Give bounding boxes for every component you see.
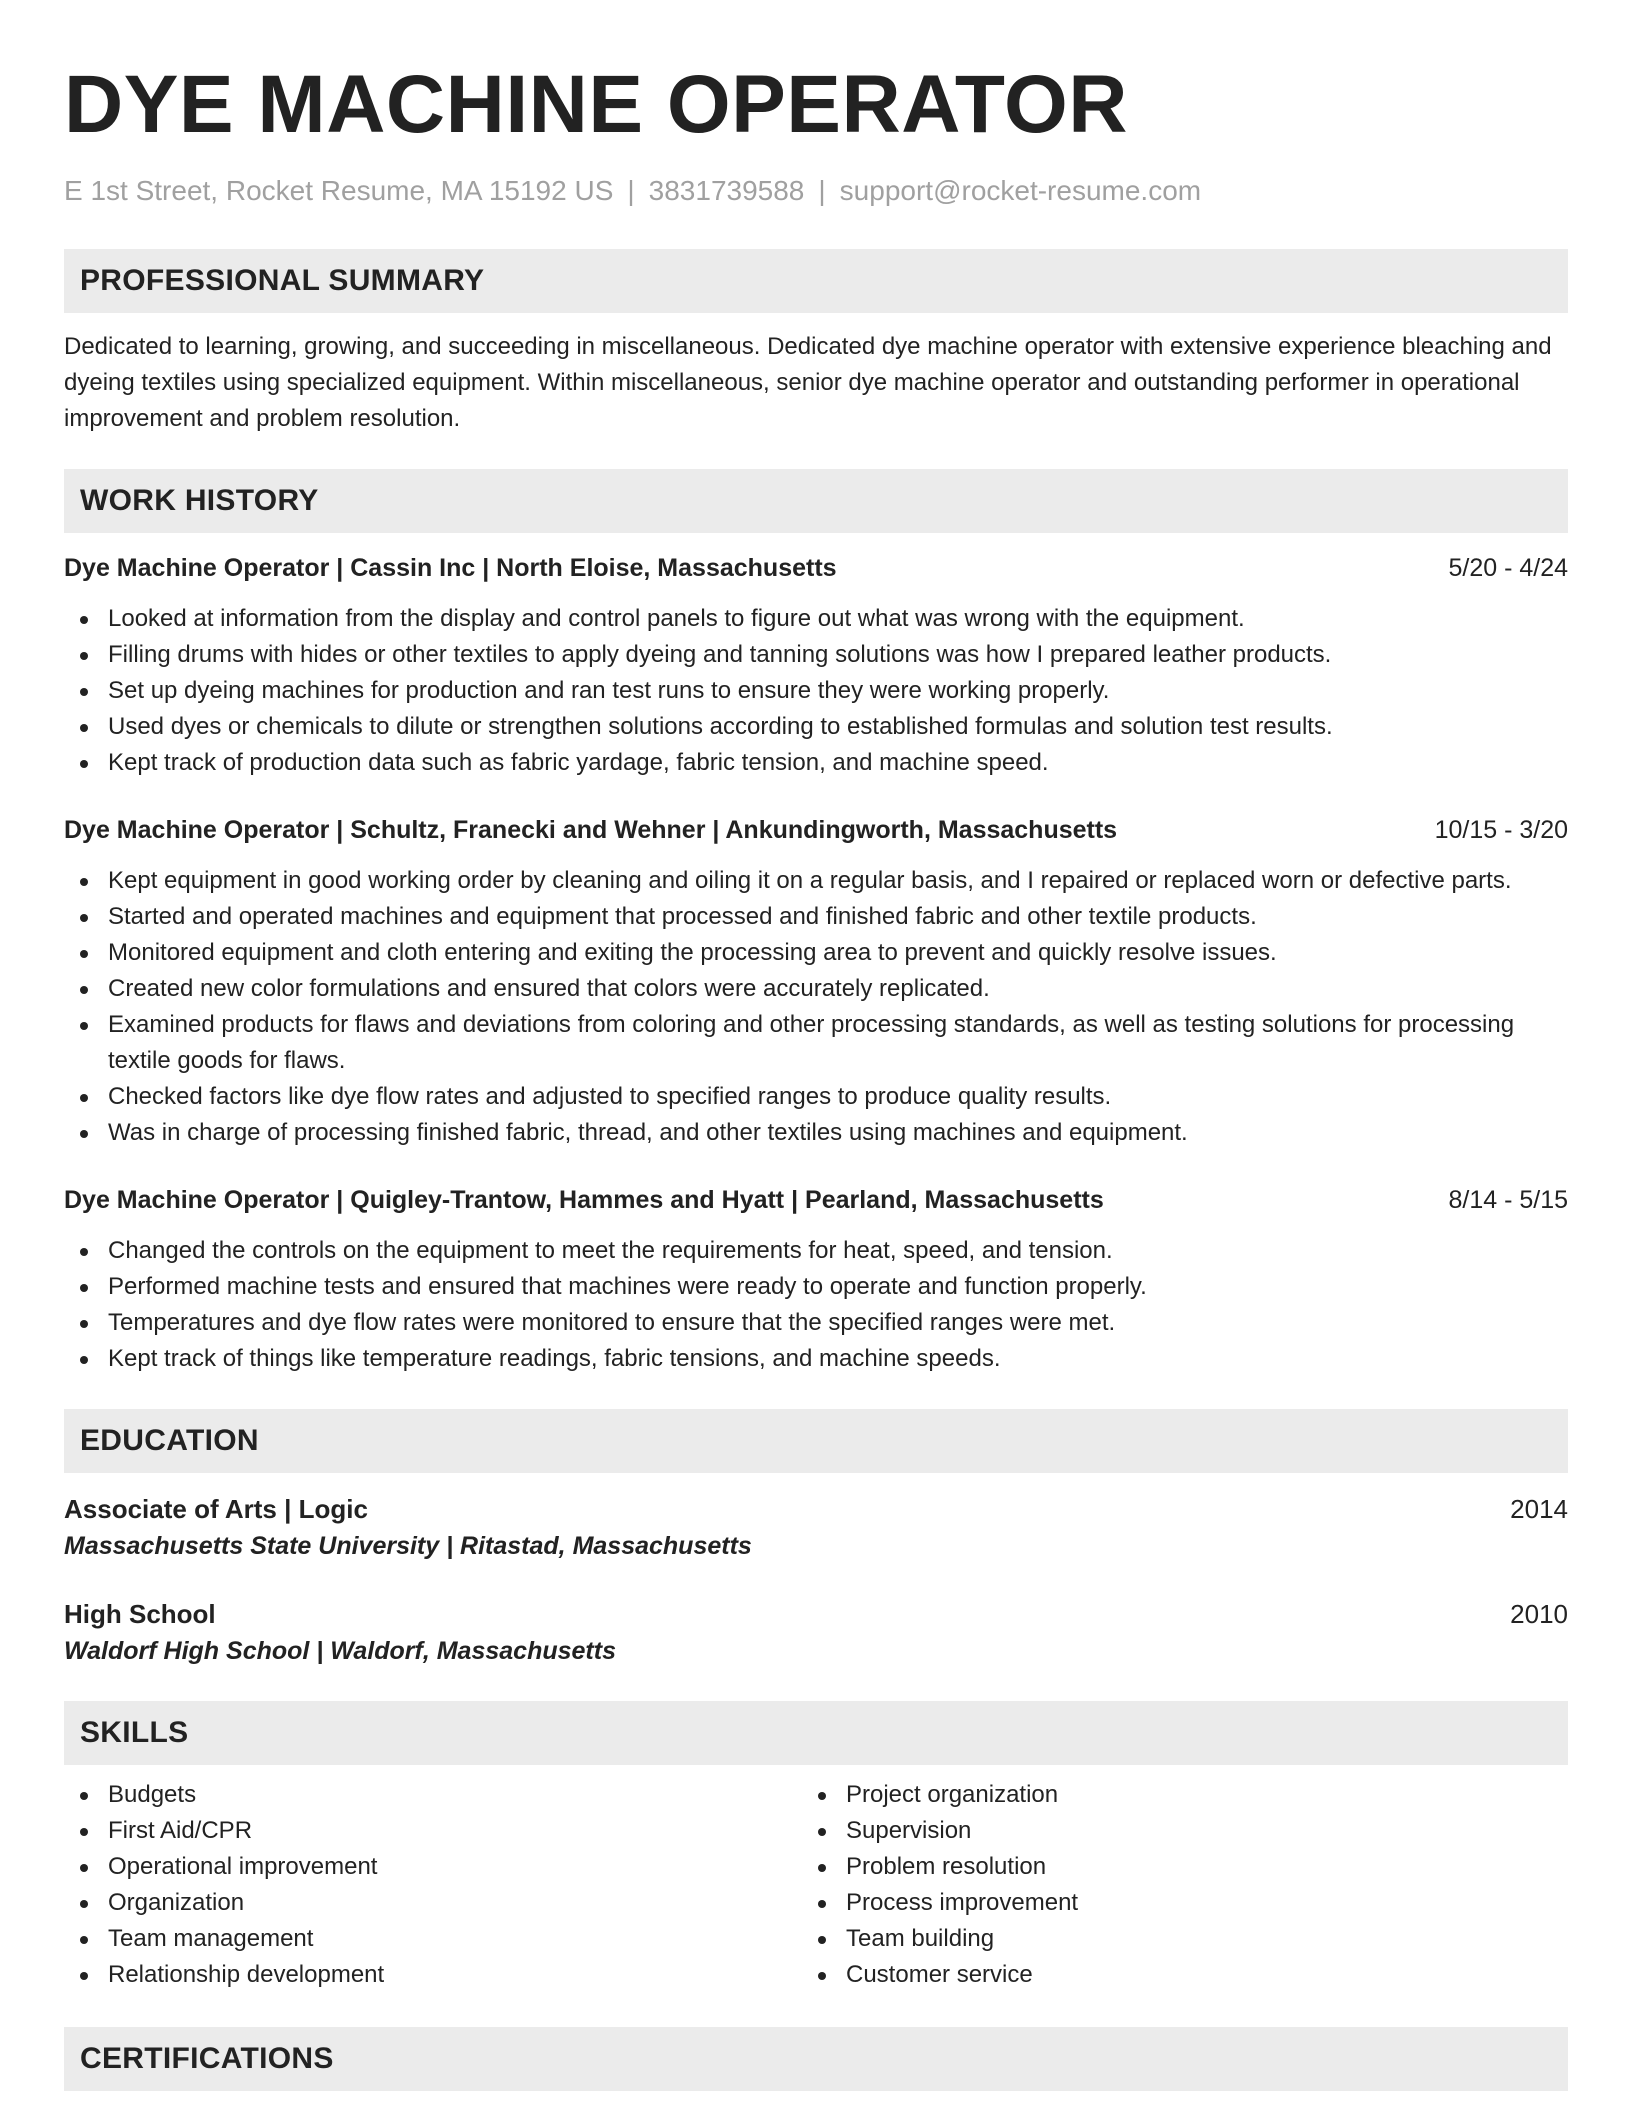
job-bullet: Kept equipment in good working order by cleaning and oiling it on a regular basis, and I repaired or replaced worn or defective parts. [64,863,1568,899]
job-heading-row [64,813,1568,847]
job-dates: 5/20 - 4/24 [1448,553,1568,582]
skill-item: Customer service [802,1957,1540,1993]
education-degree: High School [64,1598,216,1629]
job-bullet: Created new color formulations and ensured that colors were accurately replicated. [64,971,1568,1007]
contact-address: E 1st Street, Rocket Resume, MA 15192 US [64,175,614,206]
skill-item: Project organization [802,1777,1540,1813]
contact-line [64,174,1568,208]
skill-item: First Aid/CPR [64,1813,802,1849]
skills-column-right [802,1777,1540,1993]
job-heading-row [64,551,1568,585]
skills-grid [64,1777,1568,1993]
job-dates: 10/15 - 3/20 [1434,815,1568,844]
candidate-name: DYE MACHINE OPERATOR [64,59,1128,150]
summary-text: Dedicated to learning, growing, and succeeding in miscellaneous. Dedicated dye machine operator with extensive experience bleaching and dyeing textiles using specialized equipment. Within miscellaneous, senior dye machine operator and outstanding performer in operational improvement and problem resolution. [64,332,1552,432]
section-header-certifications: CERTIFICATIONS [64,2027,1568,2091]
skill-item: Operational improvement [64,1849,802,1885]
skill-item: Relationship development [64,1957,802,1993]
job-bullet: Used dyes or chemicals to dilute or strengthen solutions according to established formulas and solution test results. [64,709,1568,745]
skill-item: Supervision [802,1813,1540,1849]
job-bullet: Was in charge of processing finished fabric, thread, and other textiles using machines and equipment. [64,1115,1568,1151]
education-heading-row [64,1596,1568,1632]
job-bullet: Temperatures and dye flow rates were monitored to ensure that the specified ranges were met. [64,1305,1568,1341]
section-header-skills: SKILLS [64,1701,1568,1765]
skill-item: Team management [64,1921,802,1957]
education-year: 2014 [1510,1493,1568,1524]
job-entry [64,813,1568,1151]
contact-email: support@rocket-resume.com [839,175,1202,206]
section-header-work-history: WORK HISTORY [64,469,1568,533]
job-bullets [64,601,1568,781]
section-header-education: EDUCATION [64,1409,1568,1473]
job-entry [64,551,1568,781]
job-bullet: Changed the controls on the equipment to meet the requirements for heat, speed, and tension. [64,1233,1568,1269]
job-bullet: Kept track of things like temperature readings, fabric tensions, and machine speeds. [64,1341,1568,1377]
education-year: 2010 [1510,1598,1568,1629]
job-heading-row [64,1183,1568,1217]
contact-phone: 3831739588 [648,175,805,206]
job-bullet: Filling drums with hides or other textiles to apply dyeing and tanning solutions was how I prepared leather products. [64,637,1568,673]
section-header-summary: PROFESSIONAL SUMMARY [64,249,1568,313]
job-bullets [64,863,1568,1151]
skill-item: Budgets [64,1777,802,1813]
job-bullet: Looked at information from the display and control panels to figure out what was wrong with the equipment. [64,601,1568,637]
job-bullet: Examined products for flaws and deviations from coloring and other processing standards, as well as testing solutions for processing textile goods for flaws. [64,1007,1568,1079]
skill-item: Team building [802,1921,1540,1957]
job-bullet: Set up dyeing machines for production and ran test runs to ensure they were working properly. [64,673,1568,709]
job-dates: 8/14 - 5/15 [1448,1185,1568,1214]
education-degree: Associate of Arts | Logic [64,1493,368,1524]
education-entry [64,1491,1568,1565]
skills-column-left [64,1777,802,1993]
job-bullets [64,1233,1568,1377]
skill-item: Problem resolution [802,1849,1540,1885]
job-heading: Dye Machine Operator | Cassin Inc | North Eloise, Massachusetts [64,553,837,582]
job-bullet: Monitored equipment and cloth entering and exiting the processing area to prevent and quickly resolve issues. [64,935,1568,971]
job-heading: Dye Machine Operator | Quigley-Trantow, Hammes and Hyatt | Pearland, Massachusetts [64,1185,1104,1214]
skill-item: Organization [64,1885,802,1921]
job-bullet: Performed machine tests and ensured that machines were ready to operate and function properly. [64,1269,1568,1305]
job-bullet: Checked factors like dye flow rates and adjusted to specified ranges to produce quality results. [64,1079,1568,1115]
education-school: Massachusetts State University | Ritastad, Massachusetts [64,1531,752,1560]
job-bullet: Kept track of production data such as fabric yardage, fabric tension, and machine speed. [64,745,1568,781]
skill-item: Process improvement [802,1885,1540,1921]
contact-separator: | [818,175,826,206]
education-heading-row [64,1491,1568,1527]
education-school: Waldorf High School | Waldorf, Massachusetts [64,1636,616,1665]
education-entry [64,1596,1568,1670]
job-entry [64,1183,1568,1377]
job-heading: Dye Machine Operator | Schultz, Franecki and Wehner | Ankundingworth, Massachusetts [64,815,1118,844]
contact-separator: | [627,175,635,206]
job-bullet: Started and operated machines and equipment that processed and finished fabric and other textile products. [64,899,1568,935]
